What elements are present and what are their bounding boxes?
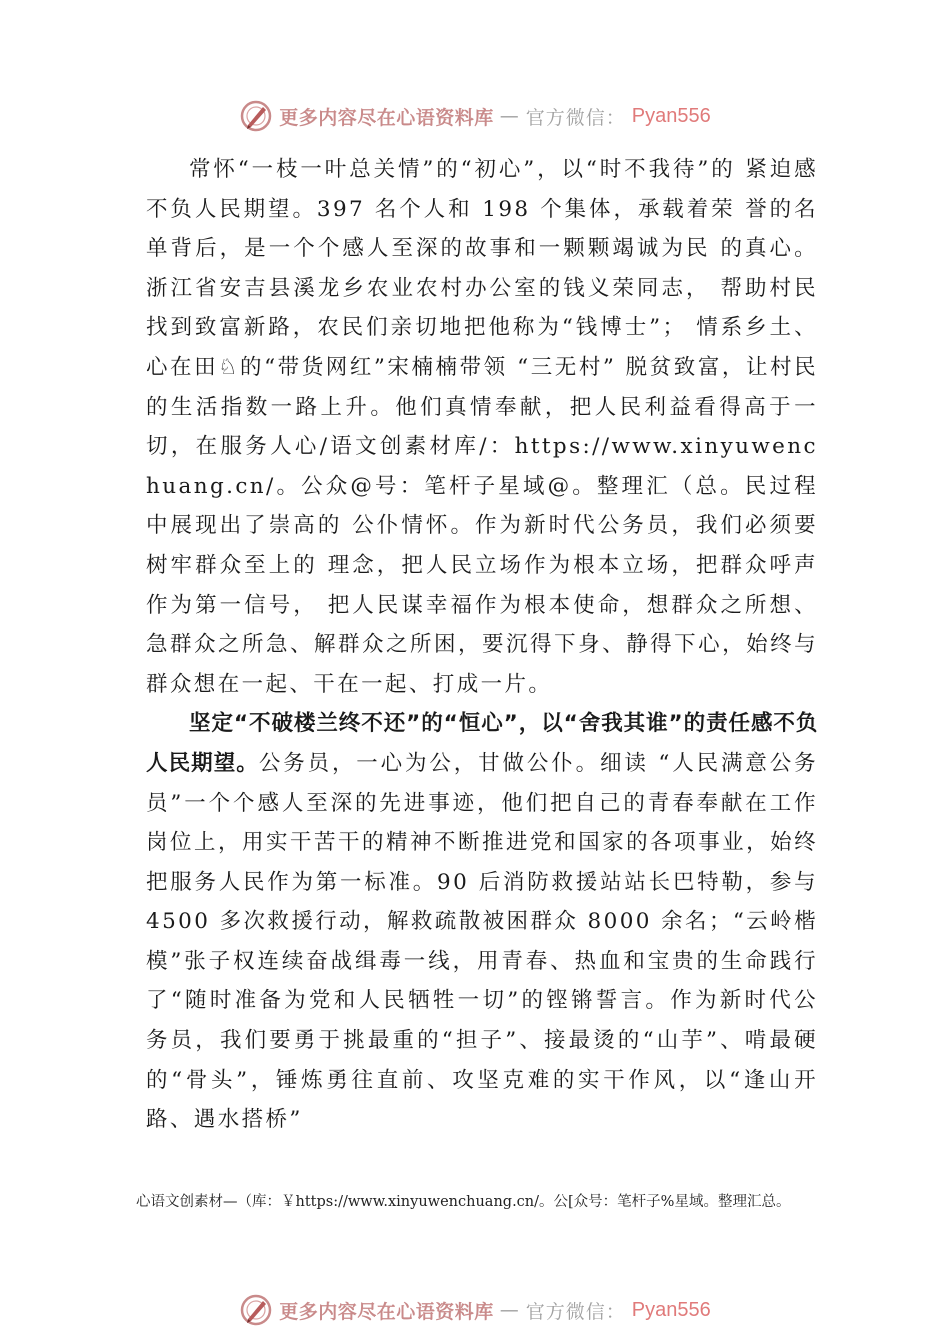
pen-in-circle-icon: [239, 99, 273, 133]
pen-in-circle-icon: [239, 1293, 273, 1327]
paragraph-lead: 坚定“不破楼兰终不还”的“恒心”，以“舍我其谁”的责任感不负人民期望。: [146, 711, 818, 776]
banner-sub-text: 官方微信：: [525, 1300, 626, 1323]
banner-brand-text: 更多内容尽在心语资料库: [279, 106, 494, 129]
paragraph-1: [146, 150, 818, 704]
paragraph-text: 常怀“一枝一叶总关情”的“初心”，以“时不我待”的 紧迫感不负人民期望。397 名个人和 198 个集体，承载着荣 誉的名单背后，是一个个感人至深的故事和一颗颗竭诚为民 的真心。浙江省安吉县溪龙乡农业农村办公室的钱义荣同志， 帮助村民找到致富新路，农民们亲切地把他称为“钱博士”； 情系乡土、心在田♘的“带货网红”宋楠楠带领 “三无村” 脱贫致富，让村民的生活指数一路上升。他们真情奉献，把人民利益看得高于一切，在服务人心/语文创素材库/：https://www.xinyuwenchuang.cn/。公众@号：笔杆子星域@。整理汇（总。民过程中展现出了崇高的 公仆情怀。作为新时代公务员，我们必须要树牢群众至上的 理念，把人民立场作为根本立场，把群众呼声作为第一信号， 把人民谋幸福作为根本使命，想群众之所想、急群众之所急、解群众之所困，要沉得下身、静得下心，始终与群众想在一起、干在一起、打成一片。: [146, 157, 818, 697]
paragraph-text: 公务员，一心为公，甘做公仆。细读 “人民满意公务员”一个个感人至深的先进事迹，他们把自己的青春奉献在工作岗位上，用实干苦干的精神不断推进党和国家的各项事业，始终把服务人民作为第一标准。90 后消防救援站站长巴特勒，参与 4500 多次救援行动，解救疏散被困群众 8000 余名；“云岭楷模”张子权连续奋战缉毒一线，用青春、热血和宝贵的生命践行了“随时准备为党和人民牺牲一切”的铿锵誓言。作为新时代公务员，我们要勇于挑最重的“担子”、接最烫的“山芋”、啃最硬的“骨头”，锤炼勇往直前、攻坚克难的实干作风，以“逢山开路、遇水搭桥”: [146, 750, 818, 1133]
document-body: [146, 150, 818, 1140]
banner-dash: —: [499, 1299, 520, 1321]
banner-account: Pyan556: [631, 1298, 711, 1321]
banner-dash: —: [499, 105, 520, 127]
footnote: 心语文创素材—（库：￥https://www.xinyuwenchuang.cn/。公[众号：笔杆子%星域。整理汇总。: [136, 1194, 791, 1210]
banner-brand-text: 更多内容尽在心语资料库: [279, 1300, 494, 1323]
banner-sub-text: 官方微信：: [525, 106, 626, 129]
paragraph-2: [146, 704, 818, 1140]
header-banner: [0, 96, 950, 136]
banner-account: Pyan556: [631, 104, 711, 127]
footer-banner: [0, 1290, 950, 1330]
